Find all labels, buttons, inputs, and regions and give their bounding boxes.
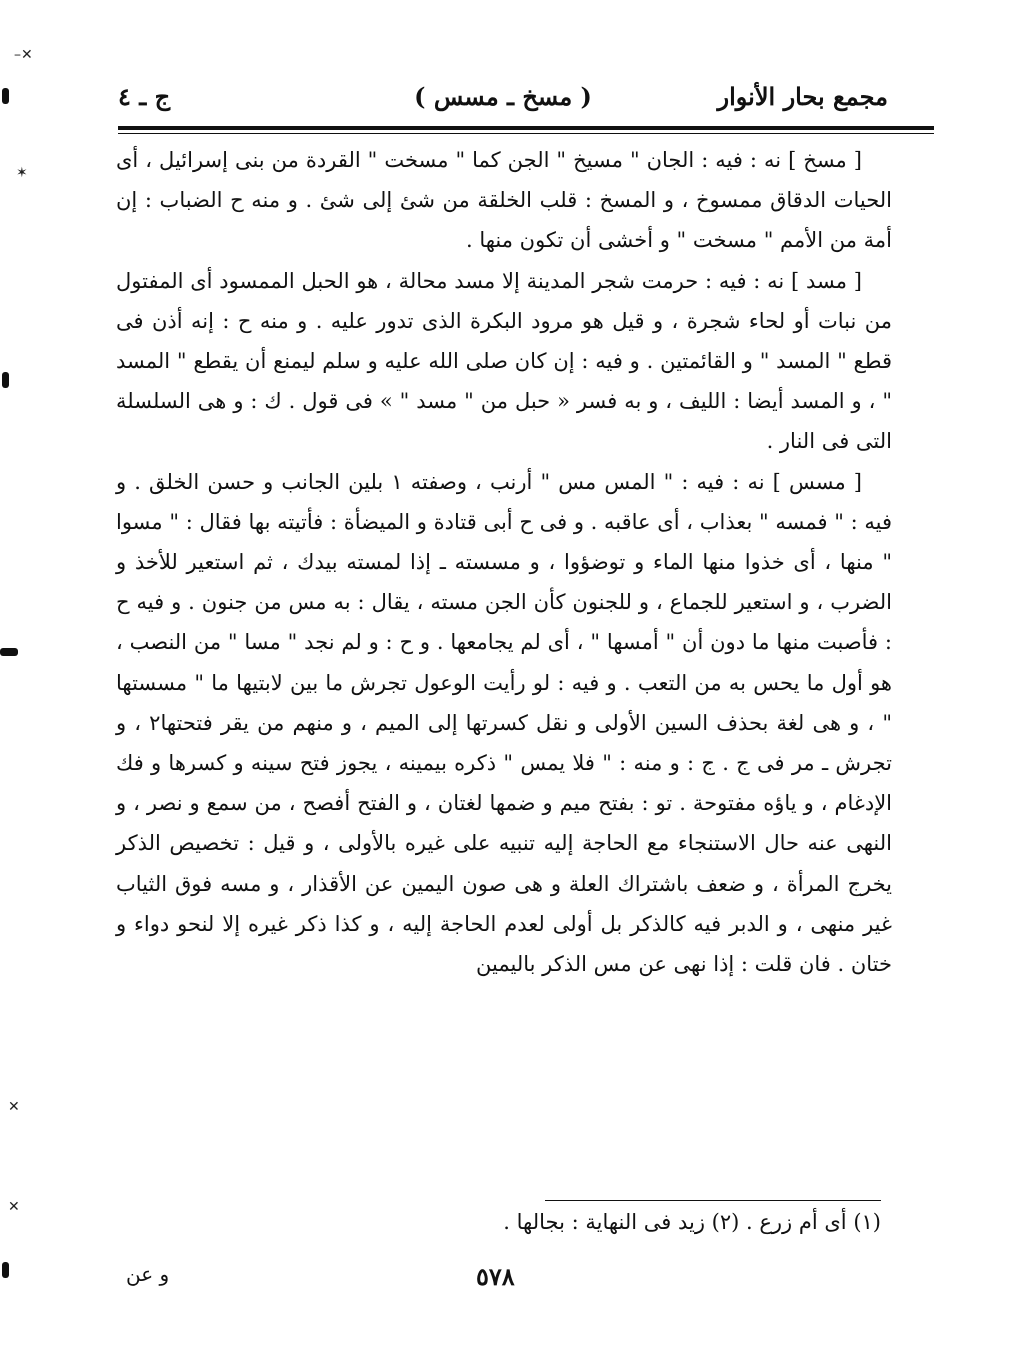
margin-mark: ✕ [8, 1199, 20, 1215]
margin-mark: –✕ [14, 47, 33, 63]
catchword: و عن [126, 1262, 170, 1286]
book-title: مجمع بحار الأنوار [717, 82, 888, 111]
running-head [118, 78, 888, 122]
page-number: ٥٧٨ [476, 1262, 515, 1291]
margin-dot [2, 1262, 9, 1278]
volume-number: ج ـ ٤ [118, 82, 171, 111]
section-title: ( مسخ ـ مسس ) [414, 82, 592, 111]
entry-paragraph: [ مسد ] نه : فيه : حرمت شجر المدينة إلا مسد محالة ، هو الحبل الممسود أى المفتول من نبات أو لحاء شجرة ، و قيل هو مرود البكرة الذى تدور عليه . و منه ح : إنه أذن فى قطع " المسد " و القائمتين . و فيه : إن كان صلى الله عليه و سلم ليمنع أن يقطع " المسد " ، و المسد أيضا : الليف ، و به فسر « حبل من " مسد " » فى قول . ك : و هى السلسلة التى فى النار . [116, 268, 892, 454]
footnotes: (١) أى أم زرع . (٢) زيد فى النهاية : بجالها . [503, 1210, 881, 1234]
margin-mark: ✕ [8, 1099, 20, 1115]
entry-paragraph: [ مسس ] نه : فيه : " المس مس " أرنب ، وصفته ١ بلين الجانب و حسن الخلق . و فيه : " فمسه " بعذاب ، أى عاقبه . و فى ح أبى قتادة و الميضأة : فأتيته بها فقال : " مسوا " منها ، أى خذوا منها الماء و توضؤوا ، و مسسته ـ إذا لمسته بيدك ، ثم استعير للأخذ و الضرب ، و استعير للجماع ، و للجنون كأن الجن مسته ، يقال : به مس من جنون . و فيه ح : فأصبت منها ما دون أن " أمسها " ، أى لم يجامعها . و ح : و لم نجد " مسا " من النصب ، هو أول ما يحس به من التعب . و فيه : لو رأيت الوعول تجرش ما بين لابتيها ما " مسستها " ، و هى لغة بحذف السين الأولى و نقل كسرتها إلى الميم ، و منهم من يقر فتحتها٢ ، و تجرش ـ مر فى ج . ج : و منه : " فلا يمس " ذكره بيمينه ، يجوز فتح سينه و كسرها و فك الإدغام ، و ياؤه مفتوحة . تو : بفتح ميم و ضمها لغتان ، و الفتح أفصح ، من سمع و نصر ، و النهى عنه حال الاستنجاء مع الحاجة إليه تنبيه على غيره بالأولى ، و قيل : تخصيص الذكر يخرج المرأة ، و ضعف باشتراك العلة و هى صون اليمين عن الأقذار ، و مسه فوق الثياب غير منهى ، و الدبر فيه كالذكر بل أولى لعدم الحاجة إليه ، و كذا ذكر غيره إلا لنحو دواء و ختان . فان قلت : إذا نهى عن مس الذكر باليمين [116, 469, 892, 977]
margin-mark: ✶ [16, 165, 28, 181]
entry-paragraph: [ مسخ ] نه : فيه : الجان " مسيخ " الجن كما " مسخت " القردة من بنى إسرائيل ، أى الحيات الدقاق ممسوخ ، و المسخ : قلب الخلقة من شئ إلى شئ . و منه ح الضباب : إن أمة من الأمم " مسخت " و أخشى أن تكون منها . [116, 148, 892, 253]
margin-dot [0, 648, 18, 656]
header-rule-thin [118, 133, 934, 134]
margin-dot [2, 88, 9, 104]
body-text [116, 140, 892, 984]
footnote-rule [545, 1200, 881, 1201]
margin-dot [2, 372, 9, 388]
header-rule [118, 126, 934, 130]
